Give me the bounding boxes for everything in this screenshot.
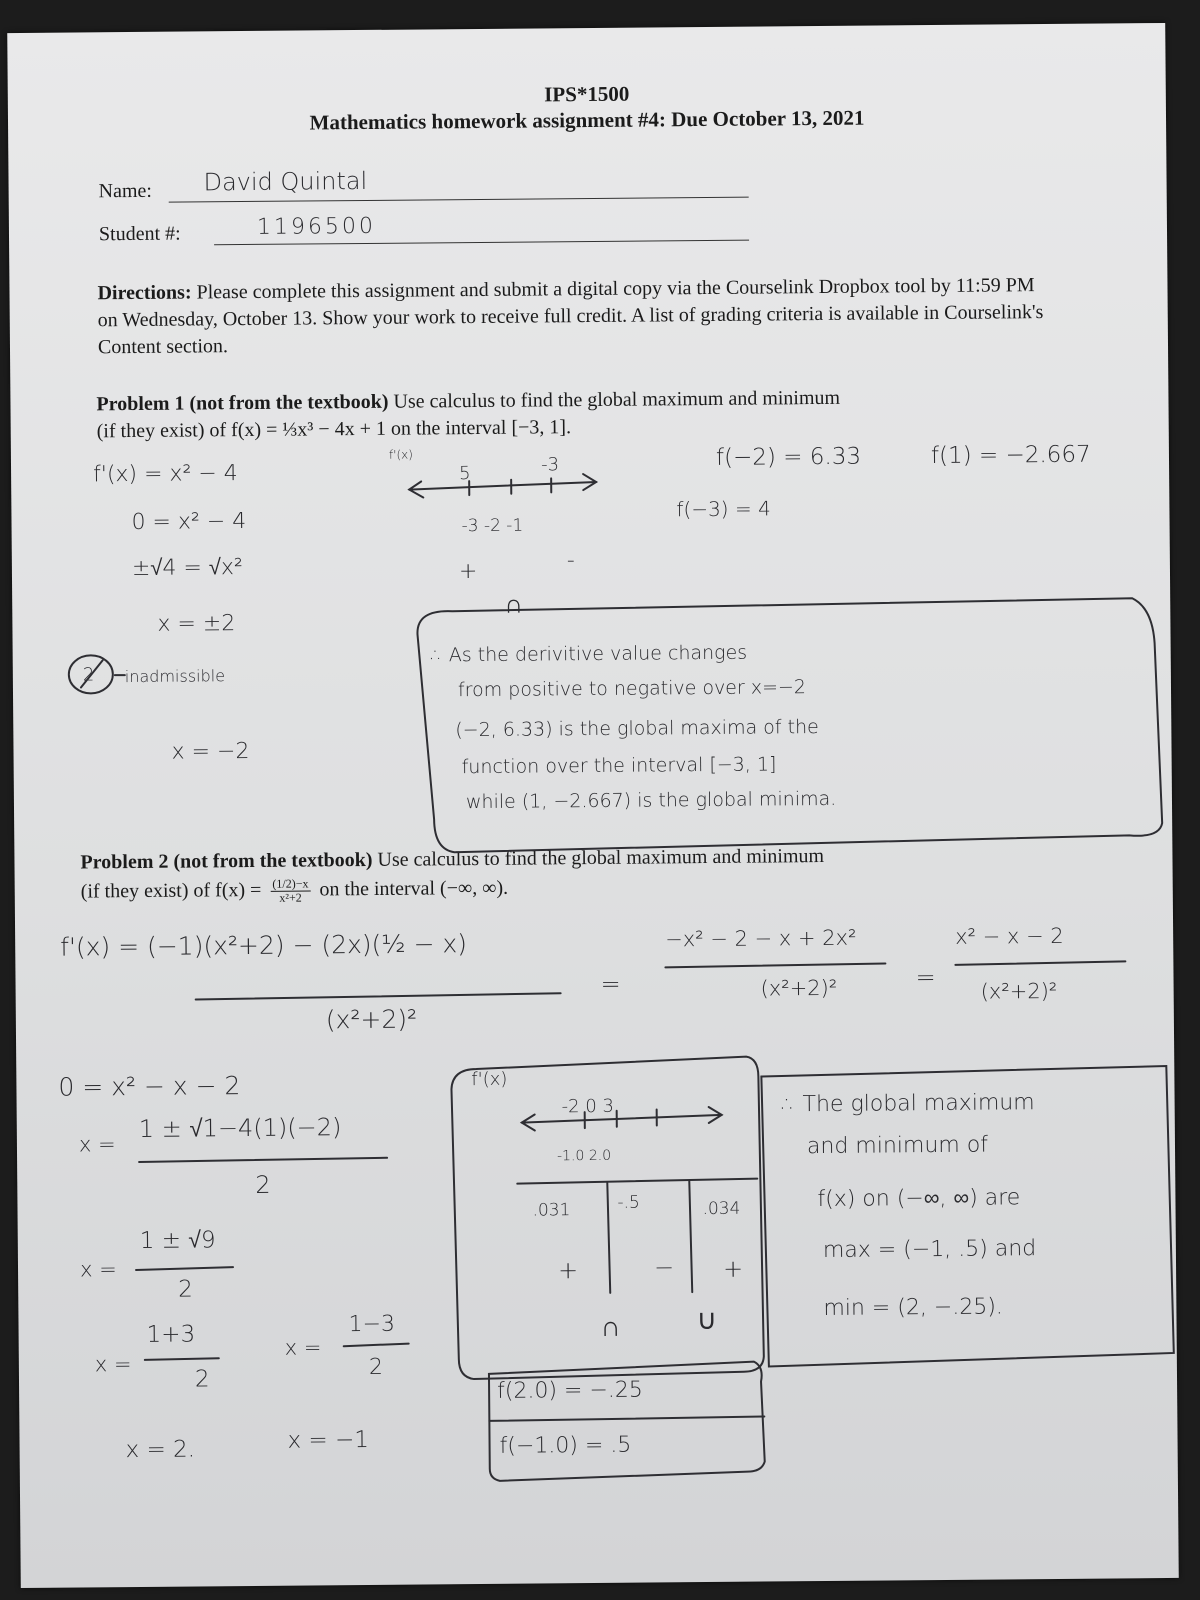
p2-q3-numerator: 1+3 [146,1321,196,1348]
p1-sign-plus: + [458,559,478,585]
p2-row-val-2: -.5 [617,1192,640,1213]
p1-numberline-label: f'(x) [388,447,413,462]
p2-conclusion-line4: max = (−1, .5) and [822,1236,1037,1264]
p2-f-of-2: f(2.0) = −.25 [496,1377,643,1404]
p1-f-neg3: f(−3) = 4 [676,496,771,522]
problem2-line2-b: on the interval (−∞, ∞). [319,876,509,901]
p2-conclusion-box [761,1066,1174,1367]
p1-concave-cap: ∩ [504,589,524,620]
handwritten-strokes [7,23,1179,1588]
p1-inadmissible-note: inadmissible [124,666,226,687]
p2-row-val-1: .031 [532,1200,571,1221]
p2-quad-lhs: x = [78,1132,116,1157]
p2-box-ticks-top: -2 0 3 [561,1095,615,1118]
p2-q2-numerator: 1 ± √9 [139,1227,216,1254]
name-label: Name: [98,179,153,203]
p1-derivative: f'(x) = x² − 4 [92,461,238,488]
assignment-title: Mathematics homework assignment #4: Due October 13, 2021 [309,105,865,135]
problem1-label: Problem 1 (not from the textbook) [96,390,389,416]
p2-f-of-neg1: f(−1.0) = .5 [499,1432,632,1459]
p1-conclusion-line5: while (1, −2.667) is the global minima. [465,787,837,814]
p2-deriv-denominator: (x²+2)² [325,1004,418,1035]
p2-right-fraction-bar [955,961,1125,964]
problem2-label: Problem 2 (not from the textbook) [80,848,373,874]
p2-q3-fraction-bar [145,1358,219,1360]
p1-numberline-axis [409,482,596,490]
student-value: 1196500 [256,213,377,240]
p1-f-neg2: f(−2) = 6.33 [715,443,862,471]
p2-mid-numerator: −x² − 2 − x + 2x² [665,925,857,952]
p2-root-neg1: x = −1 [287,1426,370,1454]
p2-root-2: x = 2. [125,1436,196,1464]
p2-right-denominator: (x²+2)² [980,978,1058,1004]
p2-set-zero: 0 = x² − x − 2 [58,1071,241,1102]
problem1-text: Use calculus to find the global maximum and minimum [393,386,841,413]
name-value: David Quintal [203,166,368,197]
p2-conclusion-line5: min = (2, −.25). [823,1294,1003,1322]
p2-shape-cup: ∪ [696,1302,718,1337]
p2-q4-denominator: 2 [368,1354,384,1380]
p2-row-sign-1: + [557,1256,579,1285]
p2-deriv-fraction-bar [196,993,561,999]
p2-q4-fraction-bar [344,1344,409,1347]
p2-q4-numerator: 1−3 [348,1311,396,1338]
p2-quad-fraction-bar [139,1158,387,1162]
problem2-line2-a: (if they exist) of f(x) = [80,878,262,903]
p2-conclusion-line1: ∴ The global maximum [781,1090,1035,1118]
p1-conclusion-line3: (−2, 6.33) is the global maxima of the [455,716,819,742]
p1-critical-point: x = −2 [171,738,250,765]
p1-numberline-ticks: -3 -2 -1 [461,515,524,537]
p1-conclusion-line2: from positive to negative over x=−2 [457,676,807,702]
p1-numberline-top-left: 5 [459,463,471,485]
p1-conclusion-box [417,598,1162,852]
directions-label: Directions: [97,281,192,305]
p2-q3-denominator: 2 [194,1366,210,1393]
p2-box-label: f'(x) [471,1068,508,1091]
p1-conclusion-line1: ∴ As the derivitive value changes [430,641,748,667]
p2-signchart-axis [522,1115,722,1123]
p1-set-zero: 0 = x² − 4 [131,509,247,536]
p2-q2-lhs: x = [79,1257,117,1282]
p2-shape-cap: ∩ [600,1309,621,1343]
p1-roots: x = ±2 [157,611,236,637]
p2-equals-2: = [915,963,936,992]
p2-q2-fraction-bar [136,1267,233,1270]
p2-q3-lhs: x = [94,1352,132,1377]
p2-quad-numerator: 1 ± √1−4(1)(−2) [138,1113,342,1143]
p2-signchart-row-line [517,1179,757,1184]
student-label: Student #: [98,222,181,246]
p2-mid-fraction-bar [665,963,885,967]
p2-right-numerator: x² − x − 2 [955,923,1064,949]
p2-q2-denominator: 2 [178,1276,193,1303]
p2-row-val-3: .034 [702,1198,741,1220]
p1-circled-number: 2 [82,664,95,686]
p2-conclusion-line3: f(x) on (−∞, ∞) are [817,1185,1021,1213]
p2-quad-denominator: 2 [255,1170,271,1199]
p2-box-ticks-bottom: -1.0 2.0 [556,1147,612,1165]
course-code: IPS*1500 [544,81,630,107]
p2-conclusion-line2: and minimum of [806,1132,989,1160]
p2-deriv-numerator: f'(x) = (−1)(x²+2) − (2x)(½ − x) [60,929,468,962]
p1-sign-minus: - [566,548,575,574]
p2-q4-lhs: x = [284,1335,322,1360]
problem1-line2: (if they exist) of f(x) = ⅓x³ − 4x + 1 on the interval [−3, 1]. [96,416,572,443]
worksheet-page [7,23,1179,1588]
p2-equals-1: = [600,969,621,998]
p2-row-sign-2: − [653,1253,675,1282]
directions-text: Please complete this assignment and submit a digital copy via the Courselink Dropbox tool by 11:59 PM on Wednesday, October 13. Show your work to receive full credit. A list of grading criteria is available in Courselink's Content section. [97,274,1044,359]
p1-f-1: f(1) = −2.667 [930,441,1091,470]
problem2-frac-num: (1/2)−x [270,877,310,891]
p2-mid-denominator: (x²+2)² [760,975,838,1001]
p2-row-sign-3: + [722,1254,744,1283]
problem2-text: Use calculus to find the global maximum and minimum [377,844,825,871]
p1-numberline-top-right: -3 [540,454,560,476]
problem2-frac-den: x²+2 [279,890,302,905]
p1-sqrt-step: ±√4 = √x² [131,555,243,582]
p1-conclusion-line4: function over the interval [−3, 1] [461,753,777,779]
